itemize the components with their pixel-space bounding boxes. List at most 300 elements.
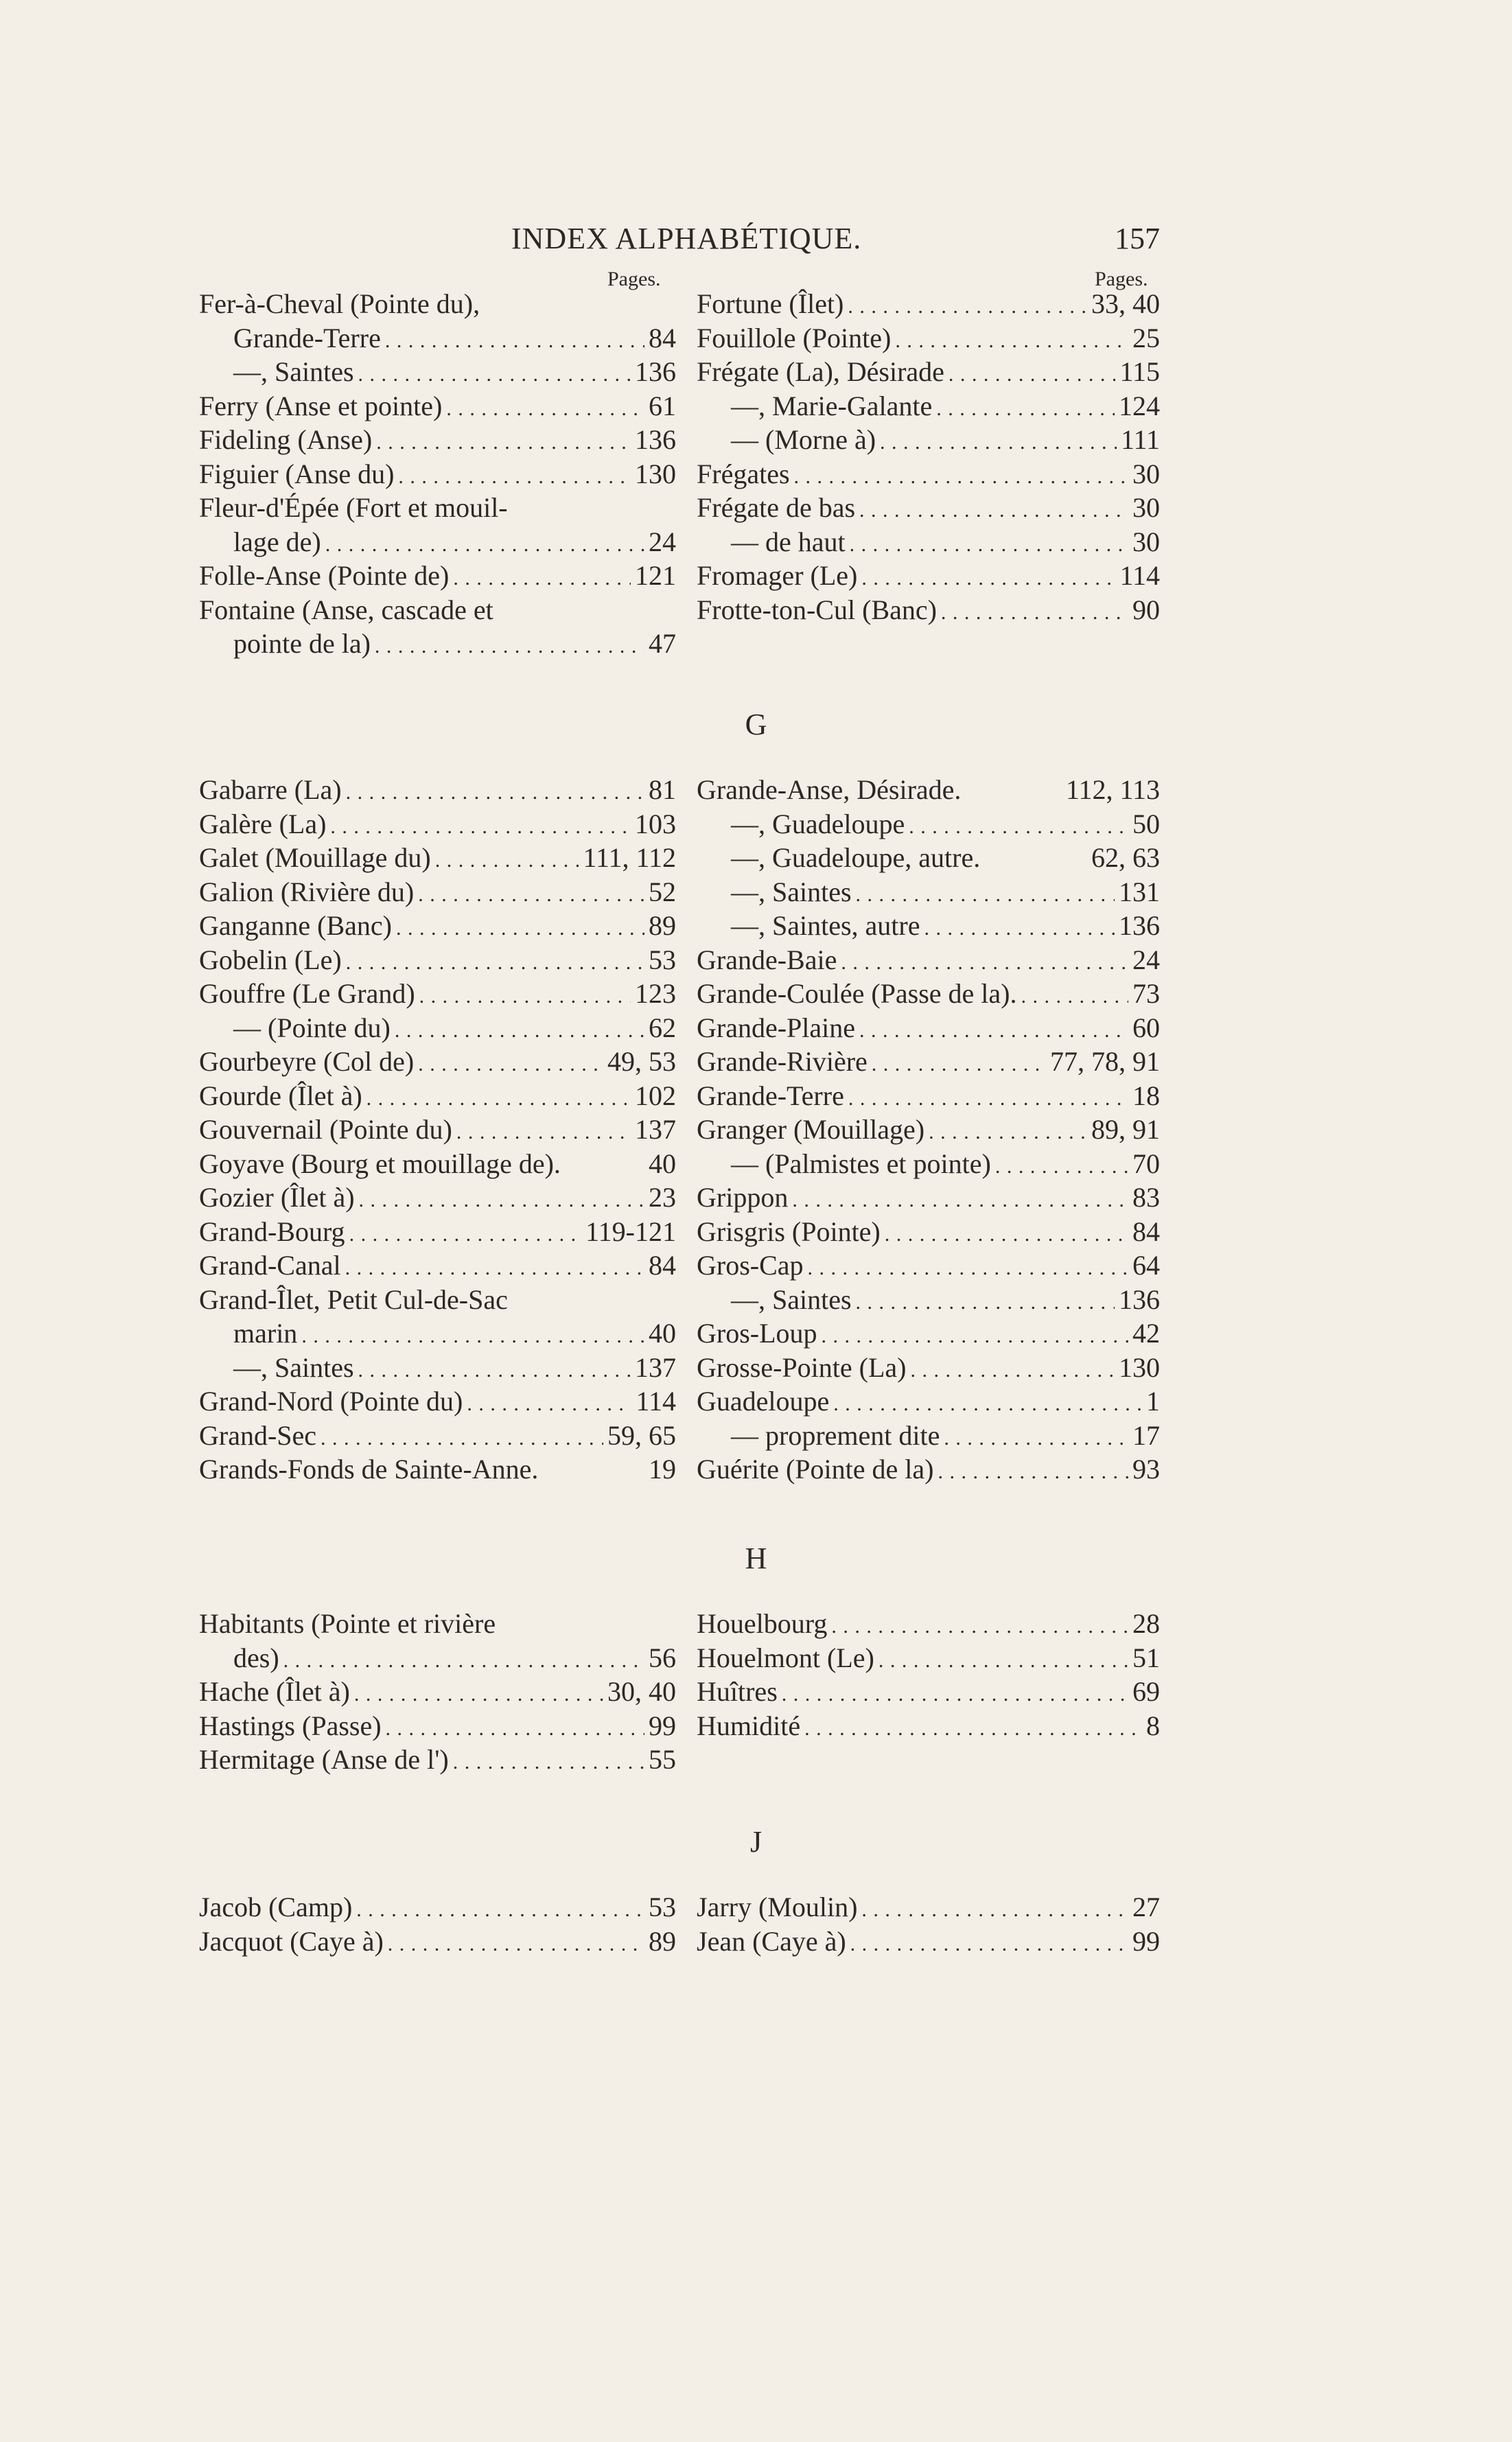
entry-name: Grisgris (Pointe) xyxy=(697,1216,881,1247)
entry-name: Grande-Terre xyxy=(233,322,381,353)
entry-name: Frégate de bas xyxy=(697,492,856,523)
entry-name: Ferry (Anse et pointe) xyxy=(199,390,443,421)
entry-page: 115 xyxy=(1119,356,1160,387)
entry-name: Gouffre (Le Grand) xyxy=(199,978,415,1009)
dot-leader xyxy=(345,1248,644,1286)
index-entry xyxy=(199,1452,676,1487)
entry-name: marin xyxy=(233,1318,298,1349)
entry-name: — (Pointe du) xyxy=(233,1012,391,1043)
entry-name: Gouvernail (Pointe du) xyxy=(199,1114,452,1145)
index-entry xyxy=(697,355,1160,389)
entry-name: — de haut xyxy=(731,526,846,557)
dot-leader xyxy=(435,841,579,878)
dot-leader xyxy=(848,287,1087,324)
entry-name: Guérite (Pointe de la) xyxy=(697,1454,934,1485)
entry-page: 30 xyxy=(1132,458,1160,489)
entry-name: Ganganne (Banc) xyxy=(199,910,392,941)
entry-page: 25 xyxy=(1132,322,1160,353)
running-head xyxy=(199,221,1160,262)
entry-name: Hastings (Passe) xyxy=(199,1710,382,1741)
dot-leader xyxy=(941,593,1128,630)
entry-name: Huîtres xyxy=(697,1676,778,1707)
index-entry xyxy=(697,1113,1160,1147)
index-entry xyxy=(199,1641,676,1675)
dot-leader xyxy=(895,321,1128,358)
dot-leader xyxy=(453,559,631,596)
dot-leader xyxy=(388,1924,644,1962)
dot-leader xyxy=(346,943,644,980)
dot-leader xyxy=(949,355,1116,392)
index-entry xyxy=(199,559,676,593)
entry-name: Grands-Fonds de Sainte-Anne. xyxy=(199,1454,539,1485)
entry-page: 124 xyxy=(1119,390,1160,421)
entry-page: 84 xyxy=(649,1250,676,1281)
dot-leader xyxy=(1021,977,1128,1014)
index-entry xyxy=(199,1113,676,1147)
entry-page: 28 xyxy=(1132,1608,1160,1639)
index-entry xyxy=(697,389,1160,423)
entry-name: —, Guadeloupe, autre. xyxy=(731,842,981,873)
entry-name: Jacob (Camp) xyxy=(199,1892,353,1922)
entry-name: Frégates xyxy=(697,458,790,489)
index-entry xyxy=(199,807,676,841)
dot-leader xyxy=(856,1283,1115,1320)
entry-name: Grande-Terre xyxy=(697,1080,844,1111)
index-column-right xyxy=(697,1607,1160,1743)
dot-leader xyxy=(356,1890,644,1927)
dot-leader xyxy=(872,1045,1046,1082)
entry-page: 53 xyxy=(649,944,676,975)
entry-name: Houelbourg xyxy=(697,1608,828,1639)
entry-name: Grande-Rivière xyxy=(697,1046,868,1077)
entry-page: 70 xyxy=(1132,1148,1160,1179)
entry-page: 99 xyxy=(1132,1925,1160,1957)
entry-name: Grand-Canal xyxy=(199,1250,341,1281)
entry-page: 136 xyxy=(1119,1283,1160,1315)
entry-page: 136 xyxy=(1119,910,1160,941)
dot-leader xyxy=(359,1181,644,1218)
index-entry xyxy=(199,1011,676,1045)
entry-page: 103 xyxy=(635,808,676,839)
entry-name: Guadeloupe xyxy=(697,1386,830,1417)
index-entry xyxy=(697,1316,1160,1351)
entry-name: Grande-Plaine xyxy=(697,1012,856,1043)
entry-page: 60 xyxy=(1132,1012,1160,1043)
dot-leader xyxy=(418,1045,603,1082)
entry-name: — (Morne à) xyxy=(731,424,876,455)
entry-page: 73 xyxy=(1132,978,1160,1009)
dot-leader xyxy=(330,807,631,844)
dot-leader xyxy=(396,909,644,946)
index-entry xyxy=(199,1283,676,1317)
entry-name: Jean (Caye à) xyxy=(697,1925,846,1957)
dot-leader xyxy=(924,909,1115,946)
pages-column-label-left: Pages. xyxy=(607,268,661,290)
entry-name: — proprement dite xyxy=(731,1419,940,1451)
entry-page: 84 xyxy=(649,322,676,353)
entry-name: Fouillole (Pointe) xyxy=(697,322,892,353)
entry-page: 136 xyxy=(635,424,676,455)
pages-column-label-right: Pages. xyxy=(1095,268,1148,290)
dot-leader xyxy=(822,1316,1128,1353)
index-entry xyxy=(697,1181,1160,1215)
entry-name: des) xyxy=(233,1642,279,1673)
dot-leader xyxy=(792,1181,1128,1218)
index-entry xyxy=(199,1079,676,1113)
entry-page: 50 xyxy=(1132,808,1160,839)
entry-page: 62, 63 xyxy=(1091,842,1160,873)
entry-name: — (Palmistes et pointe) xyxy=(731,1148,991,1179)
entry-page: 40 xyxy=(649,1318,676,1349)
dot-leader xyxy=(325,525,644,562)
entry-name: lage de) xyxy=(233,526,321,557)
index-entry xyxy=(199,943,676,977)
entry-page: 30 xyxy=(1132,526,1160,557)
page-title: INDEX ALPHABÉTIQUE. xyxy=(511,222,862,255)
index-entry xyxy=(697,1641,1160,1675)
index-entry xyxy=(199,1181,676,1215)
entry-name: Hache (Îlet à) xyxy=(199,1676,350,1707)
entry-name: —, Saintes xyxy=(731,876,852,907)
index-entry xyxy=(697,321,1160,356)
index-entry xyxy=(199,525,676,559)
entry-name: —, Saintes xyxy=(233,356,354,387)
entry-name: Grand-Nord (Pointe du) xyxy=(199,1386,463,1417)
dot-leader xyxy=(910,1351,1115,1388)
entry-page: 83 xyxy=(1132,1182,1160,1213)
entry-page: 93 xyxy=(1132,1454,1160,1485)
index-column-left xyxy=(199,287,676,661)
entry-page: 62 xyxy=(649,1012,676,1043)
index-entry xyxy=(697,1011,1160,1045)
entry-page: 64 xyxy=(1132,1250,1160,1281)
entry-name: Galère (La) xyxy=(199,808,327,839)
entry-page: 69 xyxy=(1132,1676,1160,1707)
index-entry xyxy=(697,1384,1160,1419)
index-entry xyxy=(697,525,1160,559)
dot-leader xyxy=(456,1113,631,1150)
entry-name: Folle-Anse (Pointe de) xyxy=(199,560,450,591)
entry-name: Fer-à-Cheval (Pointe du), xyxy=(199,288,480,319)
entry-page: 84 xyxy=(1132,1216,1160,1247)
index-entry xyxy=(199,457,676,491)
entry-page: 61 xyxy=(649,390,676,421)
entry-name: Figuier (Anse du) xyxy=(199,458,395,489)
dot-leader xyxy=(861,559,1115,596)
index-entry xyxy=(697,423,1160,457)
dot-leader xyxy=(346,773,644,810)
entry-name: Grande-Anse, Désirade. xyxy=(697,774,962,805)
entry-page: 114 xyxy=(1119,560,1160,591)
dot-leader xyxy=(395,1011,644,1048)
entry-name: Grand-Bourg xyxy=(199,1216,345,1247)
page-number: 157 xyxy=(1115,222,1160,255)
index-entry xyxy=(199,593,676,627)
dot-leader xyxy=(841,943,1128,980)
section-letter: J xyxy=(749,1825,763,1859)
entry-page: 131 xyxy=(1119,876,1160,907)
dot-leader xyxy=(782,1675,1128,1712)
index-entry xyxy=(697,1045,1160,1079)
section-letter: H xyxy=(745,1542,767,1575)
dot-leader xyxy=(861,1890,1128,1927)
index-entry xyxy=(199,627,676,661)
index-entry xyxy=(199,1384,676,1419)
dot-leader xyxy=(467,1384,631,1421)
entry-page: 111 xyxy=(1120,424,1160,455)
entry-name: Fromager (Le) xyxy=(697,560,858,591)
dot-leader xyxy=(850,1924,1128,1962)
entry-name: Fontaine (Anse, cascade et xyxy=(199,594,493,625)
entry-page: 112, 113 xyxy=(1065,774,1160,805)
entry-page: 130 xyxy=(1119,1351,1160,1383)
dot-leader xyxy=(453,1743,644,1780)
entry-name: Frégate (La), Désirade xyxy=(697,356,944,387)
dot-leader xyxy=(831,1607,1128,1644)
index-entry xyxy=(199,423,676,457)
entry-name: Gozier (Îlet à) xyxy=(199,1182,355,1213)
index-entry xyxy=(199,389,676,423)
entry-name: —, Saintes xyxy=(731,1283,852,1315)
index-entry xyxy=(199,1316,676,1351)
entry-page: 136 xyxy=(635,356,676,387)
dot-leader xyxy=(419,977,631,1014)
index-entry xyxy=(697,841,1160,875)
entry-name: Gros-Cap xyxy=(697,1250,804,1281)
dot-leader xyxy=(367,1079,631,1116)
dot-leader xyxy=(446,389,644,426)
entry-name: —, Guadeloupe xyxy=(731,808,905,839)
entry-page: 24 xyxy=(1132,944,1160,975)
entry-page: 81 xyxy=(649,774,676,805)
dot-leader xyxy=(995,1147,1128,1184)
entry-page: 19 xyxy=(649,1454,676,1485)
index-entry xyxy=(199,1924,676,1959)
dot-leader xyxy=(418,875,644,912)
index-entry xyxy=(697,1248,1160,1283)
index-column-right xyxy=(697,773,1160,1487)
index-entry xyxy=(697,977,1160,1011)
entry-page: 77, 78, 91 xyxy=(1050,1046,1160,1077)
entry-name: Galet (Mouillage du) xyxy=(199,842,431,873)
index-column-left xyxy=(199,1607,676,1777)
dot-leader xyxy=(283,1641,644,1678)
entry-page: 23 xyxy=(649,1182,676,1213)
entry-page: 119-121 xyxy=(585,1216,676,1247)
index-entry xyxy=(199,491,676,525)
index-entry xyxy=(697,1419,1160,1453)
index-entry xyxy=(697,559,1160,593)
index-entry xyxy=(697,593,1160,627)
entry-name: Goyave (Bourg et mouillage de). xyxy=(199,1148,561,1179)
entry-page: 121 xyxy=(635,560,676,591)
index-entry xyxy=(199,977,676,1011)
entry-page: 89 xyxy=(649,910,676,941)
entry-page: 90 xyxy=(1132,594,1160,625)
entry-name: —, Saintes, autre xyxy=(731,910,920,941)
entry-page: 123 xyxy=(635,978,676,1009)
index-entry xyxy=(199,1890,676,1924)
index-entry xyxy=(697,1890,1160,1924)
entry-page: 59, 65 xyxy=(607,1419,676,1451)
index-entry xyxy=(697,287,1160,321)
dot-leader xyxy=(376,423,631,460)
entry-page: 102 xyxy=(635,1080,676,1111)
index-entry xyxy=(697,1709,1160,1743)
dot-leader xyxy=(936,389,1115,426)
dot-leader xyxy=(929,1113,1087,1150)
index-entry xyxy=(697,1675,1160,1709)
dot-leader xyxy=(358,355,631,392)
entry-name: Grosse-Pointe (La) xyxy=(697,1351,907,1383)
entry-page: 51 xyxy=(1132,1642,1160,1673)
dot-leader xyxy=(385,321,644,358)
entry-name: Grand-Sec xyxy=(199,1419,317,1451)
index-entry xyxy=(697,1452,1160,1487)
entry-page: 49, 53 xyxy=(607,1046,676,1077)
index-entry xyxy=(697,807,1160,841)
entry-name: Gabarre (La) xyxy=(199,774,342,805)
entry-page: 30, 40 xyxy=(607,1676,676,1707)
entry-name: Frotte-ton-Cul (Banc) xyxy=(697,594,937,625)
entry-name: Humidité xyxy=(697,1710,801,1741)
index-entry xyxy=(199,1419,676,1453)
entry-page: 42 xyxy=(1132,1318,1160,1349)
entry-name: Gros-Loup xyxy=(697,1318,817,1349)
index-entry xyxy=(697,909,1160,943)
entry-page: 114 xyxy=(636,1386,676,1417)
index-entry xyxy=(199,1675,676,1709)
entry-name: pointe de la) xyxy=(233,628,371,659)
entry-name: —, Saintes xyxy=(233,1351,354,1383)
index-entry xyxy=(697,1147,1160,1181)
entry-name: Jarry (Moulin) xyxy=(697,1892,858,1922)
index-column-right xyxy=(697,287,1160,627)
dot-leader xyxy=(859,491,1128,528)
entry-name: Galion (Rivière du) xyxy=(199,876,415,907)
index-entry xyxy=(199,355,676,389)
entry-page: 18 xyxy=(1132,1080,1160,1111)
entry-name: Gobelin (Le) xyxy=(199,944,342,975)
index-entry xyxy=(199,1045,676,1079)
dot-leader xyxy=(880,423,1117,460)
index-entry xyxy=(697,773,1160,807)
index-column-left xyxy=(199,1890,676,1958)
entry-name: Fortune (Îlet) xyxy=(697,288,844,319)
entry-page: 8 xyxy=(1146,1710,1160,1741)
dot-leader xyxy=(856,875,1115,912)
entry-page: 111, 112 xyxy=(583,842,676,873)
index-entry xyxy=(199,321,676,356)
entry-page: 30 xyxy=(1132,492,1160,523)
index-entry xyxy=(199,875,676,909)
entry-name: Jacquot (Caye à) xyxy=(199,1925,384,1957)
entry-name: Habitants (Pointe et rivière xyxy=(199,1608,496,1639)
entry-page: 53 xyxy=(649,1892,676,1922)
dot-leader xyxy=(879,1641,1128,1678)
entry-page: 33, 40 xyxy=(1091,288,1160,319)
dot-leader xyxy=(386,1709,644,1746)
index-entry xyxy=(199,841,676,875)
index-entry xyxy=(697,1283,1160,1317)
dot-leader xyxy=(321,1419,603,1456)
entry-name: Houelmont (Le) xyxy=(697,1642,874,1673)
entry-page: 89, 91 xyxy=(1091,1114,1160,1145)
dot-leader xyxy=(859,1011,1128,1048)
section-letter: G xyxy=(745,708,767,741)
dot-leader xyxy=(938,1452,1128,1489)
dot-leader xyxy=(794,457,1128,494)
entry-page: 52 xyxy=(649,876,676,907)
index-entry xyxy=(697,1924,1160,1959)
index-entry xyxy=(697,457,1160,491)
index-entry xyxy=(199,287,676,321)
index-entry xyxy=(697,1079,1160,1113)
entry-page: 89 xyxy=(649,1925,676,1957)
index-entry xyxy=(697,875,1160,909)
dot-leader xyxy=(375,627,644,664)
index-entry xyxy=(199,1351,676,1385)
entry-page: 17 xyxy=(1132,1419,1160,1451)
entry-name: Fideling (Anse) xyxy=(199,424,373,455)
dot-leader xyxy=(358,1351,631,1388)
entry-name: Granger (Mouillage) xyxy=(697,1114,925,1145)
index-entry xyxy=(697,1215,1160,1249)
index-entry xyxy=(199,1743,676,1777)
index-entry xyxy=(697,1351,1160,1385)
entry-page: 27 xyxy=(1132,1892,1160,1922)
dot-leader xyxy=(301,1316,644,1353)
entry-page: 99 xyxy=(649,1710,676,1741)
dot-leader xyxy=(833,1384,1142,1421)
entry-name: Gourde (Îlet à) xyxy=(199,1080,362,1111)
dot-leader xyxy=(804,1709,1142,1746)
index-entry xyxy=(199,1607,676,1641)
entry-page: 55 xyxy=(649,1744,676,1775)
entry-page: 137 xyxy=(635,1114,676,1145)
dot-leader xyxy=(850,525,1128,562)
dot-leader xyxy=(944,1419,1128,1456)
entry-name: Grand-Îlet, Petit Cul-de-Sac xyxy=(199,1283,508,1315)
index-column-left xyxy=(199,773,676,1487)
index-entry xyxy=(199,1709,676,1743)
index-entry xyxy=(697,1607,1160,1641)
entry-name: Gourbeyre (Col de) xyxy=(199,1046,415,1077)
index-entry xyxy=(199,909,676,943)
dot-leader xyxy=(354,1675,603,1712)
dot-leader xyxy=(808,1248,1128,1286)
entry-name: Hermitage (Anse de l') xyxy=(199,1744,449,1775)
entry-name: —, Marie-Galante xyxy=(731,390,933,421)
entry-name: Grippon xyxy=(697,1182,789,1213)
entry-page: 56 xyxy=(649,1642,676,1673)
dot-leader xyxy=(349,1215,582,1252)
entry-page: 47 xyxy=(649,628,676,659)
entry-page: 40 xyxy=(649,1148,676,1179)
index-entry xyxy=(199,773,676,807)
dot-leader xyxy=(398,457,631,494)
entry-page: 24 xyxy=(649,526,676,557)
index-entry xyxy=(199,1215,676,1249)
index-entry xyxy=(199,1248,676,1283)
dot-leader xyxy=(885,1215,1128,1252)
dot-leader xyxy=(909,807,1128,844)
index-entry xyxy=(697,491,1160,525)
entry-page: 137 xyxy=(635,1351,676,1383)
entry-name: Fleur-d'Épée (Fort et mouil- xyxy=(199,492,508,523)
dot-leader xyxy=(848,1079,1128,1116)
index-entry xyxy=(697,943,1160,977)
